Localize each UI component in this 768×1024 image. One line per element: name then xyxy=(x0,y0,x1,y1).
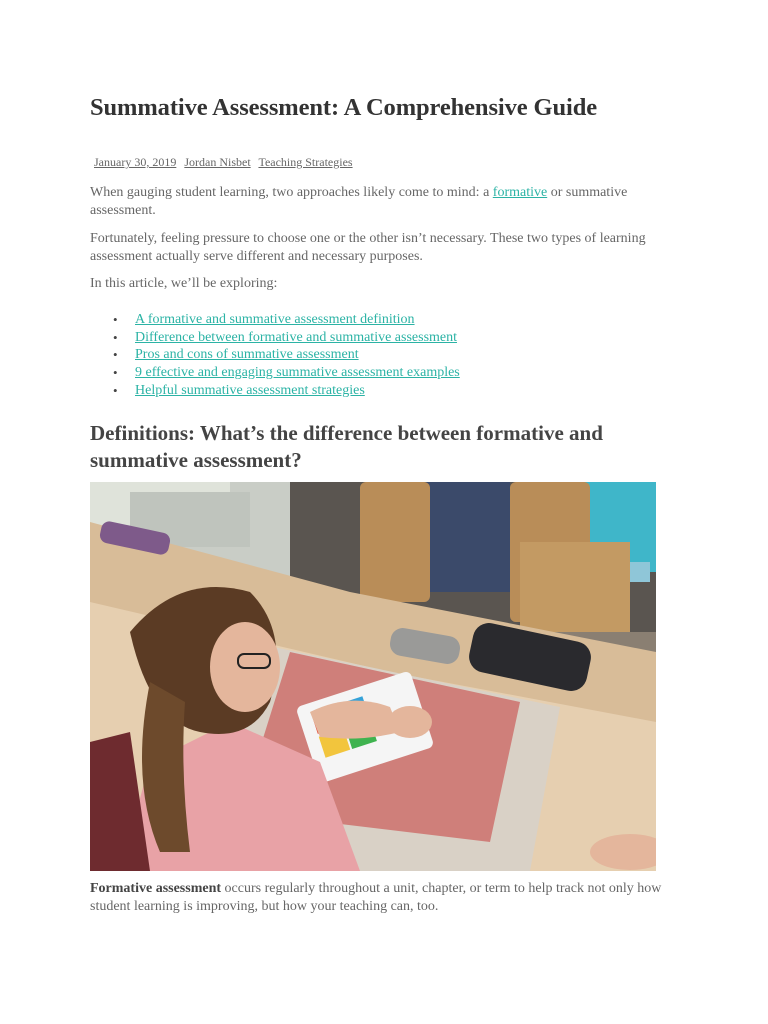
bullet-icon: • xyxy=(113,312,118,327)
toc-item xyxy=(113,329,460,347)
bullet-icon: • xyxy=(113,365,118,381)
category-link[interactable]: Teaching Strategies xyxy=(258,155,353,169)
bullet-icon: • xyxy=(113,382,118,398)
intro-text-end: or summative assessment. xyxy=(90,185,628,218)
toc-item xyxy=(113,346,460,364)
table-of-contents xyxy=(90,311,460,400)
bullet-icon: • xyxy=(113,347,118,363)
paragraph: In this article, we’ll be exploring: xyxy=(90,276,278,291)
intro-text: When gauging student learning, two approaches likely come to mind: a xyxy=(90,185,493,200)
section-heading: Definitions: What’s the difference between formative and summative assessment? xyxy=(90,421,603,472)
toc-item xyxy=(113,311,460,329)
classroom-photo xyxy=(90,482,656,871)
toc-link[interactable]: 9 effective and engaging summative assessment examples xyxy=(135,365,460,381)
bullet-icon: • xyxy=(113,329,118,345)
toc-link[interactable]: Difference between formative and summative assessment xyxy=(135,329,458,345)
caption-bold: Formative assessment xyxy=(90,881,222,896)
post-meta xyxy=(94,155,358,170)
toc-link[interactable]: A formative and summative assessment definition xyxy=(135,312,415,327)
caption-text: occurs regularly throughout a unit, chapter, or term to help track not only how student learning is improving, but how your teaching can, too. xyxy=(90,881,662,914)
post-date-link[interactable]: January 30, 2019 xyxy=(94,155,177,169)
toc-link[interactable]: Pros and cons of summative assessment xyxy=(135,347,359,363)
toc-link[interactable]: Helpful summative assessment strategies xyxy=(135,382,365,398)
toc-item xyxy=(113,364,460,382)
classroom-photo-illustration xyxy=(90,482,656,871)
caption-paragraph xyxy=(90,880,680,916)
formative-link[interactable]: formative xyxy=(492,185,548,200)
author-link[interactable]: Jordan Nisbet xyxy=(184,155,251,169)
intro-paragraph xyxy=(90,184,680,220)
toc-item xyxy=(113,382,460,400)
page-title: Summative Assessment: A Comprehensive Guide xyxy=(90,94,598,121)
paragraph: Fortunately, feeling pressure to choose one or the other isn’t necessary. These two types of learning assessment actually serve different and necessary purposes. xyxy=(90,231,646,264)
